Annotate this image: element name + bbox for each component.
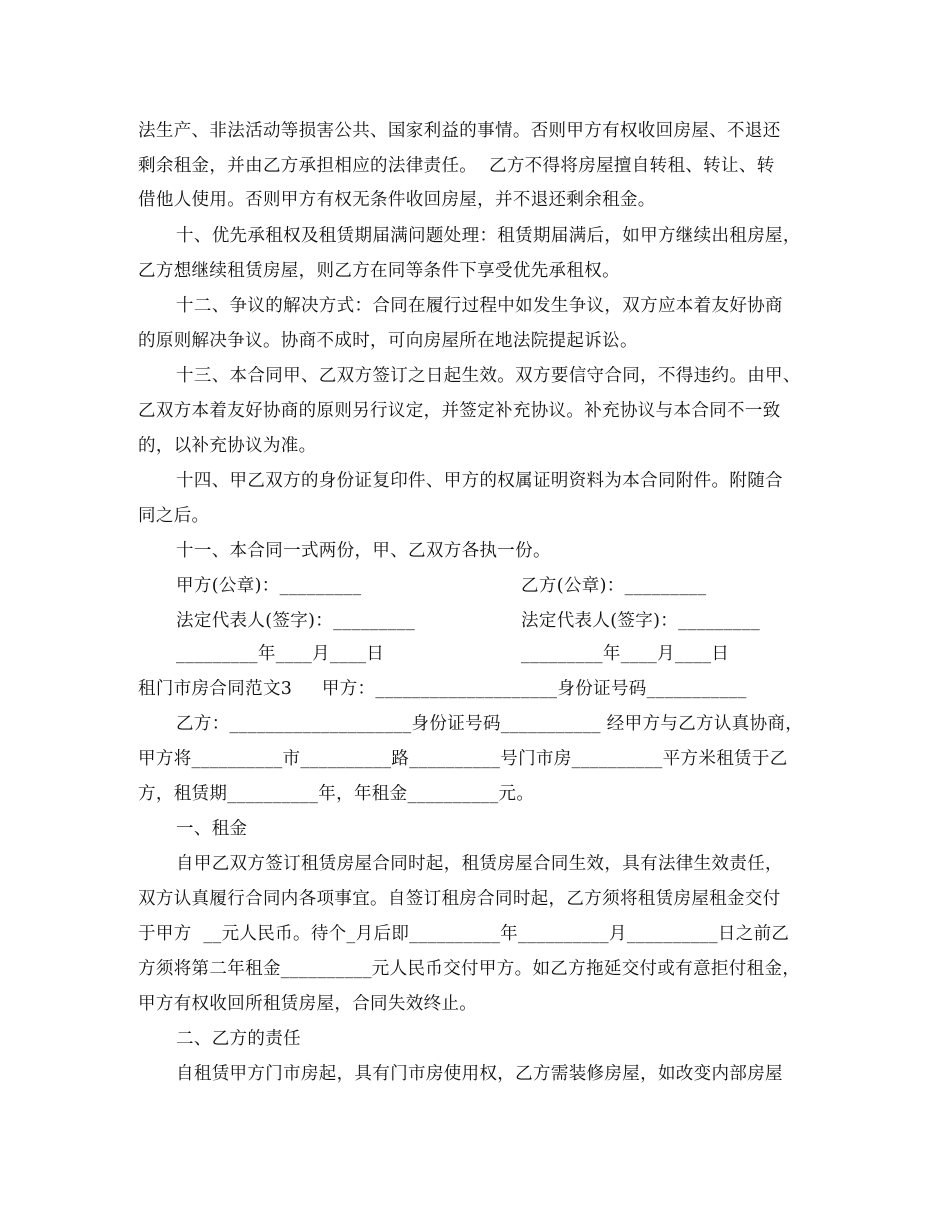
paragraph-line: 自租赁甲方门市房起，具有门市房使用权，乙方需装修房屋，如改变内部房屋 [176,1064,783,1084]
paragraph-line: 十一、本合同一式两份，甲、乙双方各执一份。 [176,541,551,561]
paragraph-line: 同之后。 [138,506,210,526]
paragraph-line: 于甲方 __元人民币。待个_月后即__________年__________月__________日之前乙 [138,924,790,944]
party-a-date: _________年____月____日 [176,644,385,664]
party-b-representative: 法定代表人(签字)：_________ [521,611,761,631]
section-heading: 二、乙方的责任 [176,1029,301,1049]
paragraph-line: 双方认真履行合同内各项事宜。自签订租房合同时起，乙方须将租赁房屋租金交付 [138,889,781,909]
party-b-seal: 乙方(公章)：_________ [521,576,707,596]
party-b-date: _________年____月____日 [521,644,730,664]
paragraph-line: 方，租赁期__________年，年租金__________元。 [138,784,535,804]
paragraph-line: 十四、甲乙双方的身份证复印件、甲方的权属证明资料为本合同附件。附随合 [176,471,783,491]
paragraph-line: 租门市房合同范文3 甲方：____________________身份证号码___________ [138,679,747,699]
section-heading: 一、租金 [176,819,248,839]
paragraph-line: 乙双方本着友好协商的原则另行议定，并签定补充协议。补充协议与本合同不一致 [138,401,781,421]
paragraph-line: 乙方：____________________身份证号码___________ 经甲方与乙方认真协商， [176,714,804,734]
paragraph-line: 的原则解决争议。协商不成时，可向房屋所在地法院提起诉讼。 [138,331,638,351]
paragraph-line: 方须将第二年租金__________元人民币交付甲方。如乙方拖延交付或有意拒付租金， [138,959,801,979]
paragraph-line: 十三、本合同甲、乙双方签订之日起生效。双方要信守合同，不得违约。由甲、 [176,366,801,386]
paragraph-line: 十二、争议的解决方式：合同在履行过程中如发生争议，双方应本着友好协商 [176,296,783,316]
paragraph-line: 十、优先承租权及租赁期届满问题处理：租赁期届满后，如甲方继续出租房屋， [176,226,801,246]
party-a-representative: 法定代表人(签字)：_________ [176,611,416,631]
paragraph-line: 甲方有权收回所租赁房屋，合同失效终止。 [138,994,478,1014]
party-a-seal: 甲方(公章)：_________ [176,576,362,596]
paragraph-line: 剩余租金，并由乙方承担相应的法律责任。 乙方不得将房屋擅自转租、转让、转 [138,156,775,176]
paragraph-line: 的，以补充协议为准。 [138,436,317,456]
paragraph-line: 甲方将__________市__________路__________号门市房__________平方米租赁于乙 [138,749,788,769]
paragraph-line: 乙方想继续租赁房屋，则乙方在同等条件下享受优先承租权。 [138,261,620,281]
paragraph-line: 自甲乙双方签订租赁房屋合同时起，租赁房屋合同生效，具有法律生效责任， [176,854,783,874]
paragraph-line: 借他人使用。否则甲方有权无条件收回房屋，并不退还剩余租金。 [138,190,656,210]
paragraph-line: 法生产、非法活动等损害公共、国家利益的事情。否则甲方有权收回房屋、不退还 [138,121,781,141]
